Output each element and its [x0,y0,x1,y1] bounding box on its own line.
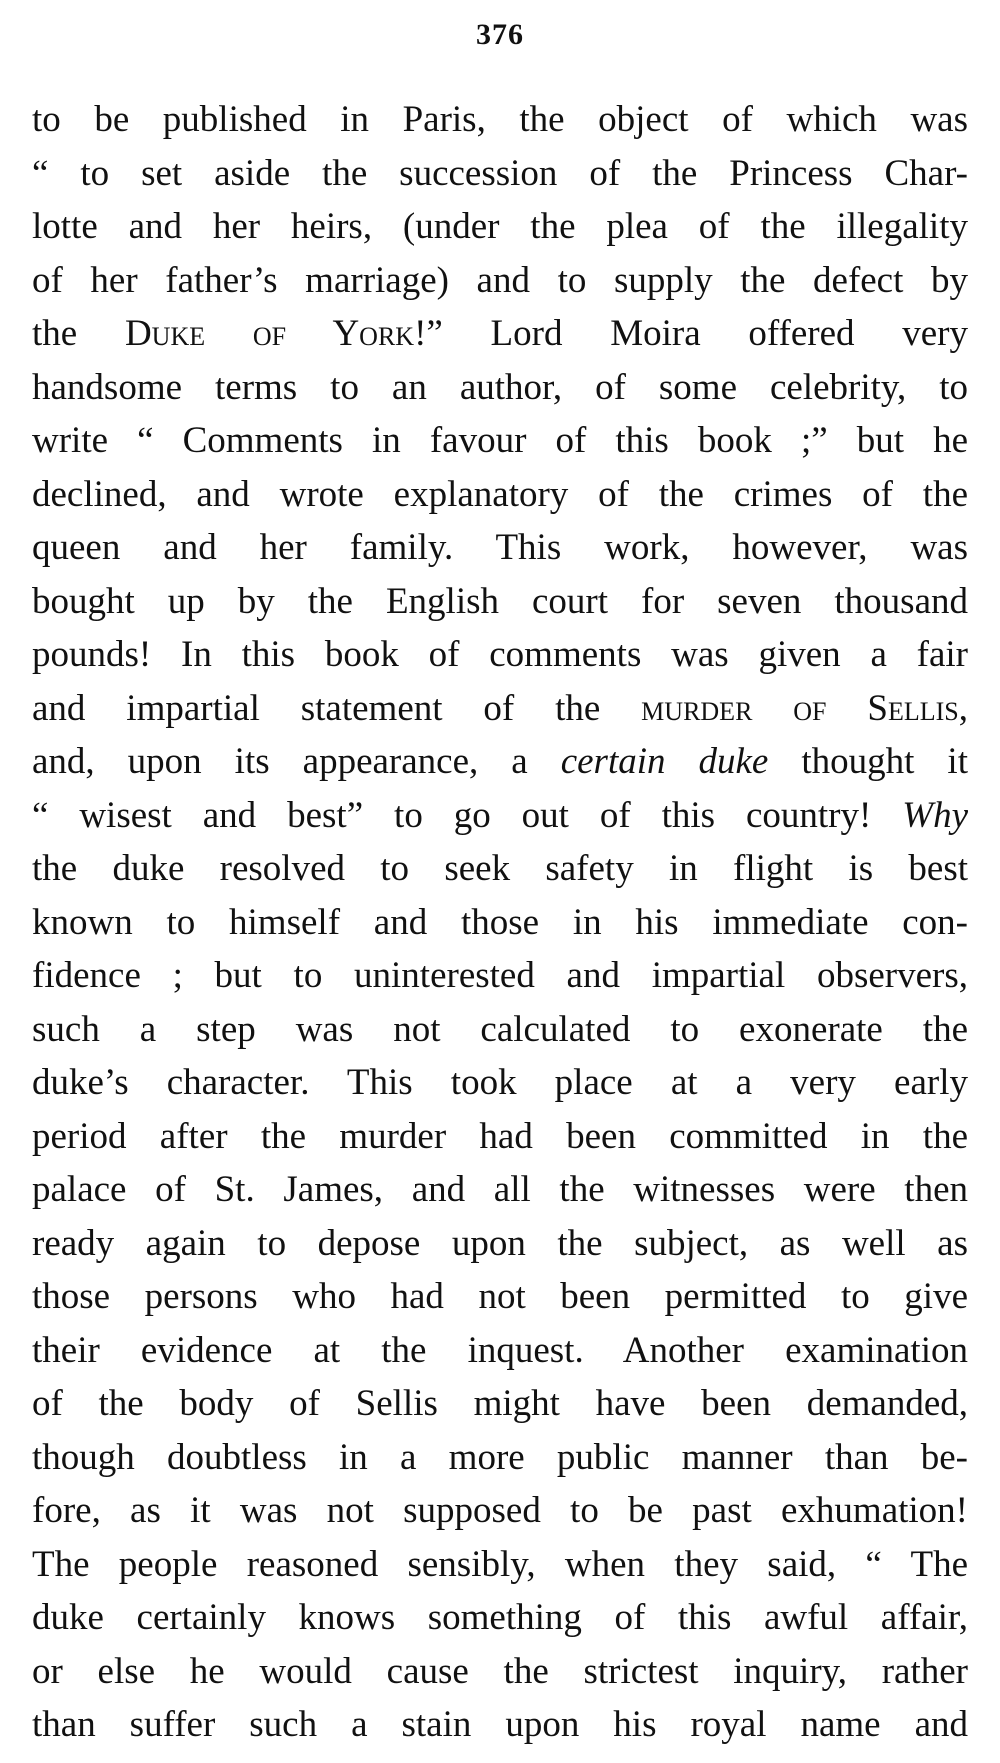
text-segment: “ to set aside the succession of the Princess Char- [32,152,968,194]
text-line [32,254,968,308]
text-line [32,1698,968,1752]
text-segment: lotte and her heirs, (under the plea of the illegality [32,206,968,247]
page-number: 376 [476,18,524,51]
text-segment: handsome terms to an author, of some celebrity, to [32,366,968,408]
text-segment: their evidence at the inquest. Another examination [32,1329,968,1371]
text-line [32,735,968,789]
text-segment: ready again to depose upon the subject, as well as [32,1222,968,1264]
text-segment: such a step was not calculated to exonerate the [32,1008,968,1050]
text-line [32,949,968,1003]
text-line [32,1003,968,1057]
text-segment: fidence ; but to uninterested and impartial observers, [32,955,968,996]
text-line [32,1484,968,1538]
text-line [32,1324,968,1378]
text-segment: period after the murder had been committed in the [32,1115,968,1157]
text-line [32,1110,968,1164]
text-segment: the duke resolved to seek safety in flight is best [32,848,968,889]
text-segment: !” Lord Moira offered very [414,313,968,354]
text-segment: of her father’s marriage) and to supply the defect by [32,259,968,301]
body-text [32,93,968,1752]
text-line [32,1217,968,1271]
text-line [32,93,968,147]
text-segment: thought it [768,741,968,782]
text-segment: duke certainly knows something of this awful affair, [32,1597,968,1638]
text-segment: than suffer such a stain upon his royal name and [32,1704,968,1745]
text-segment: known to himself and those in his immediate con- [32,901,968,943]
text-segment: or else he would cause the strictest inquiry, rather [32,1650,968,1692]
text-segment: write “ Comments in favour of this book ;” but he [32,420,968,461]
text-line [32,575,968,629]
text-line [32,1056,968,1110]
text-segment: and, upon its appearance, a [32,741,561,782]
text-segment: Why [902,794,968,836]
text-line [32,1538,968,1592]
text-line [32,307,968,361]
text-line [32,521,968,575]
text-segment: the [32,313,125,354]
text-segment: and impartial statement of the [32,687,642,729]
text-segment: , [958,687,968,729]
text-line [32,1645,968,1699]
text-line [32,1377,968,1431]
text-segment: bought up by the English court for seven thousand [32,580,968,622]
text-segment: though doubtless in a more public manner than be- [32,1436,968,1478]
text-line [32,842,968,896]
text-segment: palace of St. James, and all the witnesses were then [32,1169,968,1210]
text-segment: fore, as it was not supposed to be past exhumation! [32,1490,968,1531]
text-segment: “ wisest and best” to go out of this country! [32,794,903,836]
text-segment: queen and her family. This work, however, was [32,527,968,568]
text-line [32,682,968,736]
text-line [32,628,968,682]
text-segment: duke’s character. This took place at a very early [32,1062,968,1103]
text-segment: certain duke [560,741,769,782]
text-line [32,200,968,254]
text-line [32,789,968,843]
text-segment: those persons who had not been permitted to give [32,1276,968,1317]
text-segment: murder of Sellis [641,687,959,729]
text-line [32,1163,968,1217]
text-line [32,1591,968,1645]
text-line [32,1431,968,1485]
text-segment: Duke of York [124,313,415,354]
text-line [32,468,968,522]
text-segment: to be published in Paris, the object of which was [32,99,968,140]
text-segment: pounds! In this book of comments was given a fair [32,634,968,675]
text-line [32,361,968,415]
text-segment: of the body of Sellis might have been demanded, [32,1383,968,1424]
text-line [32,147,968,201]
text-line [32,414,968,468]
text-line [32,896,968,950]
text-segment: The people reasoned sensibly, when they said, “ The [32,1543,968,1585]
text-segment: declined, and wrote explanatory of the crimes of the [32,473,968,515]
text-line [32,1270,968,1324]
